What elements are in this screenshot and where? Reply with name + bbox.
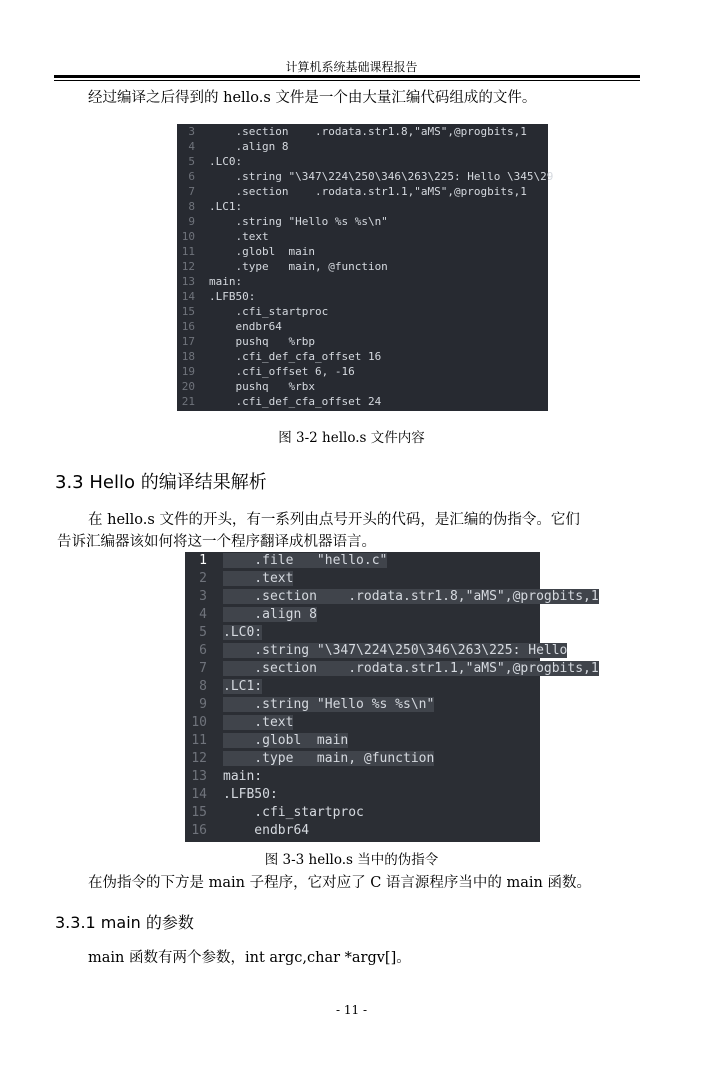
- paragraph-main-params: main 函数有两个参数，int argc,char *argv[]。: [88, 950, 411, 966]
- code-text: .section .rodata.str1.8,"aMS",@progbits,1: [209, 125, 527, 138]
- line-number: 16: [181, 320, 195, 333]
- code-line: [177, 229, 548, 244]
- line-number: 12: [191, 751, 207, 766]
- code-text: .type main, @function: [223, 751, 435, 766]
- code-line: [185, 786, 540, 804]
- line-number: 10: [191, 715, 207, 730]
- line-number: 13: [191, 769, 207, 784]
- code-text: .align 8: [209, 140, 289, 153]
- code-text: .string "Hello %s %s\n": [223, 697, 435, 712]
- code-text: .LC0:: [223, 625, 263, 640]
- line-number: 16: [191, 823, 207, 838]
- header-rule-thick: [54, 75, 640, 78]
- code-text: .LFB50:: [223, 787, 278, 802]
- code-text: .LC0:: [209, 155, 243, 168]
- code-line: [177, 379, 548, 394]
- intro-paragraph: 经过编译之后得到的 hello.s 文件是一个由大量汇编代码组成的文件。: [88, 90, 537, 106]
- line-number: 11: [191, 733, 207, 748]
- paragraph-line: 告诉汇编器该如何将这一个程序翻译成机器语言。: [57, 534, 376, 550]
- code-text: pushq %rbp: [209, 335, 315, 348]
- code-text: .cfi_offset 6, -16: [209, 365, 355, 378]
- code-text: .text: [223, 571, 294, 586]
- code-lines: [177, 124, 554, 409]
- code-line: [185, 642, 568, 660]
- code-line: [177, 364, 548, 379]
- line-number: 6: [188, 170, 195, 183]
- code-line: [185, 714, 540, 732]
- running-header: 计算机系统基础课程报告: [285, 60, 418, 74]
- code-text: main:: [223, 769, 263, 784]
- line-number: 9: [199, 697, 207, 712]
- line-number: 9: [188, 215, 195, 228]
- line-number: 4: [199, 607, 207, 622]
- code-line: [185, 570, 540, 588]
- code-line: [185, 768, 540, 786]
- code-text: .cfi_def_cfa_offset 24: [209, 395, 382, 408]
- code-line: [177, 334, 548, 349]
- code-text: .string "\347\224\250\346\263\225: Hello \345\29: [209, 170, 554, 183]
- line-number: 21: [181, 395, 195, 408]
- code-line: [177, 139, 548, 154]
- paragraph-line: 在 hello.s 文件的开头，有一系列由点号开头的代码，是汇编的伪指令。它们: [88, 512, 580, 528]
- line-number: 2: [199, 571, 207, 586]
- code-line: [185, 588, 599, 606]
- code-text: .section .rodata.str1.1,"aMS",@progbits,1: [209, 185, 527, 198]
- code-screenshot-hello-s: [177, 124, 554, 411]
- code-text: .LC1:: [209, 200, 243, 213]
- code-screenshot-pseudo-instructions: [185, 552, 599, 842]
- code-line: [177, 184, 548, 199]
- line-number: 5: [199, 625, 207, 640]
- header-rule-thin: [54, 80, 640, 81]
- line-number: 10: [181, 230, 195, 243]
- code-line: [177, 154, 548, 169]
- code-text: pushq %rbx: [209, 380, 315, 393]
- line-number: 1: [199, 553, 207, 568]
- code-line: [185, 552, 540, 570]
- code-lines: [185, 552, 599, 840]
- code-text: .cfi_startproc: [223, 805, 364, 820]
- code-line: [177, 244, 548, 259]
- code-text: main:: [209, 275, 243, 288]
- code-line: [185, 750, 540, 768]
- line-number: 14: [191, 787, 207, 802]
- line-number: 12: [181, 260, 195, 273]
- line-number: 3: [199, 589, 207, 604]
- code-text: endbr64: [223, 823, 310, 838]
- code-text: .string "\347\224\250\346\263\225: Hello: [223, 643, 568, 658]
- code-text: .text: [223, 715, 294, 730]
- code-line: [185, 660, 599, 678]
- code-line: [177, 169, 554, 184]
- code-line: [177, 259, 548, 274]
- code-text: .globl main: [223, 733, 349, 748]
- section-heading-3-3: 3.3 Hello 的编译结果解析: [55, 472, 267, 493]
- code-text: .section .rodata.str1.8,"aMS",@progbits,1: [223, 589, 599, 604]
- line-number: 18: [181, 350, 195, 363]
- code-line: [185, 732, 540, 750]
- code-line: [177, 124, 548, 139]
- line-number: 4: [188, 140, 195, 153]
- code-text: .type main, @function: [209, 260, 388, 273]
- line-number: 5: [188, 155, 195, 168]
- code-line: [177, 319, 548, 334]
- code-text: .file "hello.c": [223, 553, 388, 568]
- code-text: .cfi_startproc: [209, 305, 329, 318]
- code-text: .section .rodata.str1.1,"aMS",@progbits,1: [223, 661, 599, 676]
- code-line: [177, 289, 548, 304]
- code-line: [177, 394, 548, 409]
- figure-caption-3-2: 图 3-2 hello.s 文件内容: [278, 430, 425, 446]
- code-text: .LFB50:: [209, 290, 256, 303]
- line-number: 17: [181, 335, 195, 348]
- code-text: .LC1:: [223, 679, 263, 694]
- page-number: - 11 -: [335, 1003, 367, 1017]
- code-line: [185, 804, 540, 822]
- line-number: 11: [181, 245, 195, 258]
- line-number: 20: [181, 380, 195, 393]
- line-number: 13: [181, 275, 195, 288]
- line-number: 15: [191, 805, 207, 820]
- code-line: [185, 696, 540, 714]
- code-line: [185, 678, 540, 696]
- code-text: .text: [209, 230, 269, 243]
- line-number: 6: [199, 643, 207, 658]
- code-line: [185, 606, 540, 624]
- code-text: .cfi_def_cfa_offset 16: [209, 350, 382, 363]
- line-number: 15: [181, 305, 195, 318]
- subsection-heading-3-3-1: 3.3.1 main 的参数: [55, 913, 194, 932]
- code-line: [177, 349, 548, 364]
- line-number: 7: [188, 185, 195, 198]
- figure-caption-3-3: 图 3-3 hello.s 当中的伪指令: [264, 852, 439, 868]
- line-number: 14: [181, 290, 195, 303]
- line-number: 8: [188, 200, 195, 213]
- code-line: [185, 624, 540, 642]
- code-text: endbr64: [209, 320, 282, 333]
- line-number: 8: [199, 679, 207, 694]
- code-text: .globl main: [209, 245, 315, 258]
- code-line: [177, 274, 548, 289]
- code-text: .align 8: [223, 607, 317, 622]
- code-line: [177, 304, 548, 319]
- paragraph-main: 在伪指令的下方是 main 子程序，它对应了 C 语言源程序当中的 main 函数。: [88, 875, 591, 891]
- code-text: .string "Hello %s %s\n": [209, 215, 388, 228]
- line-number: 7: [199, 661, 207, 676]
- line-number: 19: [181, 365, 195, 378]
- code-line: [185, 822, 540, 840]
- code-line: [177, 199, 548, 214]
- code-line: [177, 214, 548, 229]
- line-number: 3: [188, 125, 195, 138]
